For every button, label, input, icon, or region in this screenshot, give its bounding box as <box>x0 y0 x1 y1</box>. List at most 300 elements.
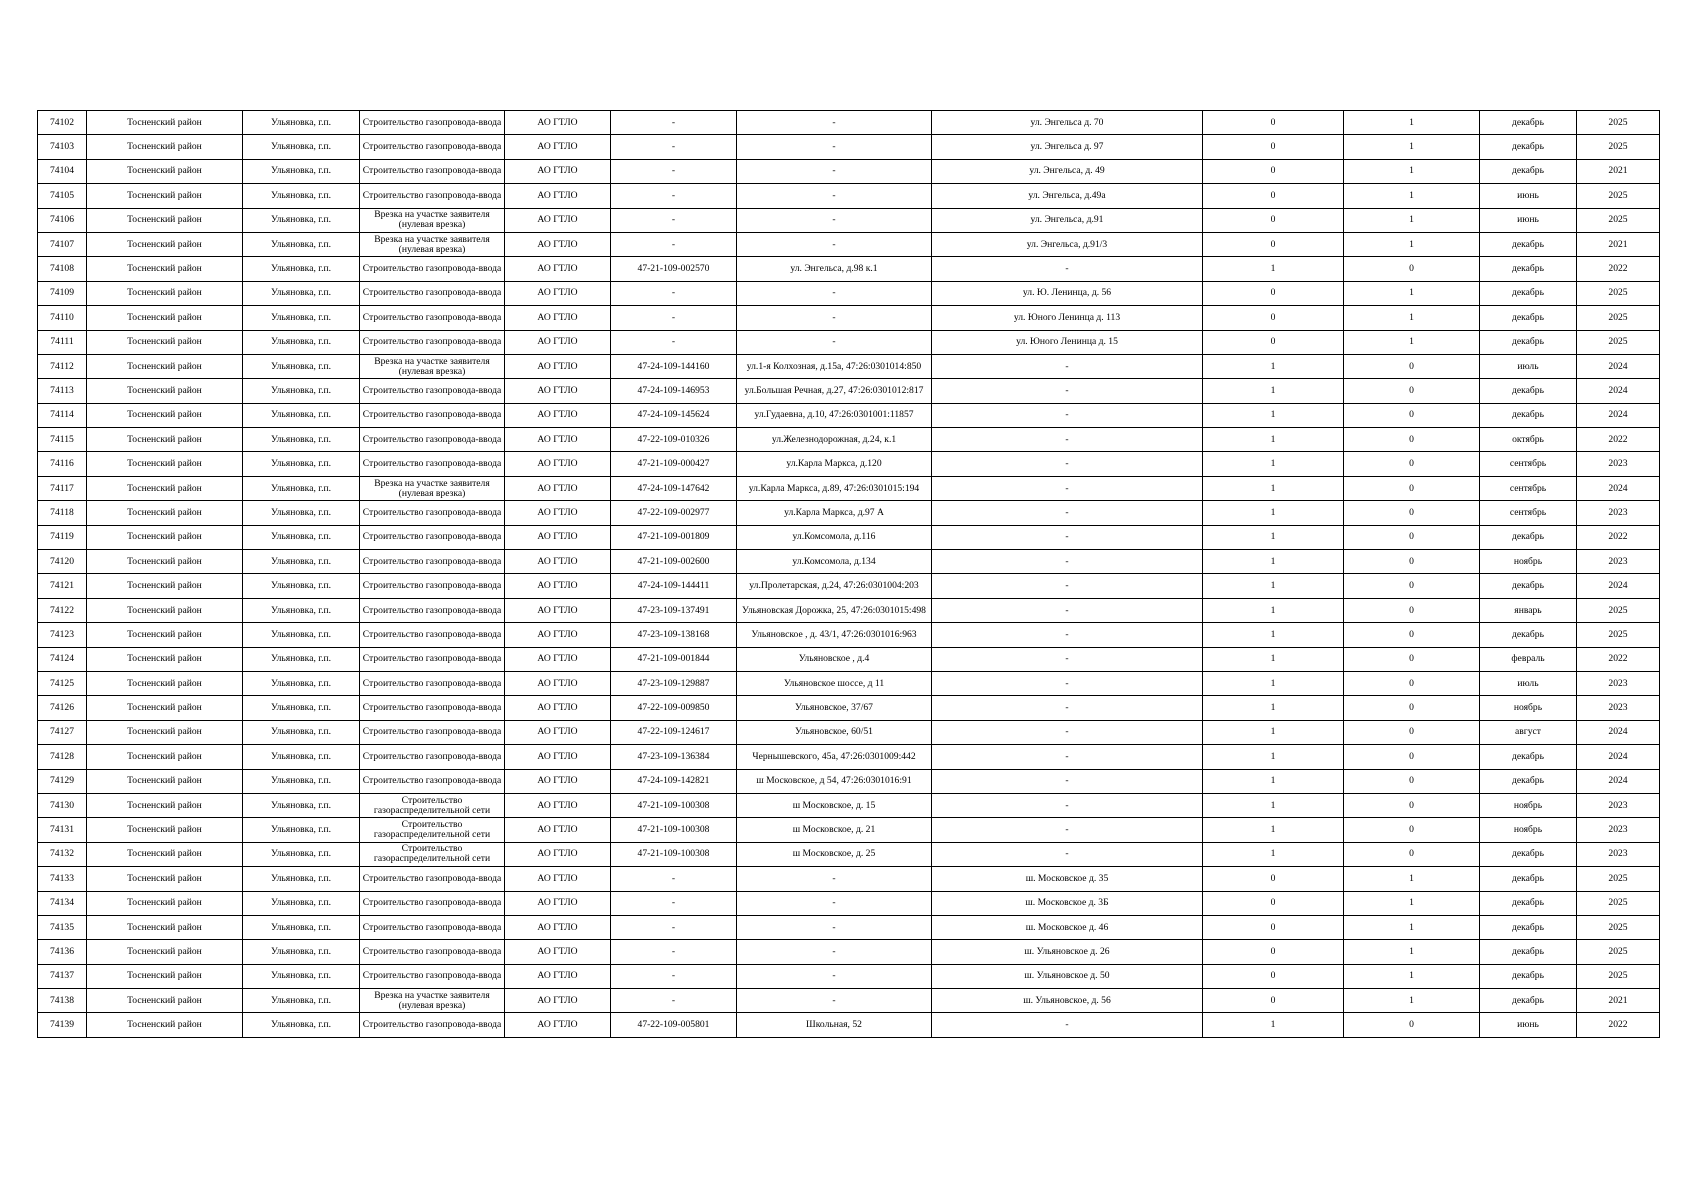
district-cell: Тосненский район <box>87 720 243 744</box>
flag-a-cell: 1 <box>1203 525 1344 549</box>
settlement-cell: Ульяновка, г.п. <box>243 232 360 256</box>
address-applicant-cell: ул. Энгельса д. 97 <box>932 135 1203 159</box>
flag-a-cell: 1 <box>1203 1013 1344 1037</box>
address-connection-cell: Ульяновское, 60/51 <box>737 720 932 744</box>
month-cell: сентябрь <box>1480 501 1577 525</box>
record-id-cell: 74126 <box>38 696 87 720</box>
settlement-cell: Ульяновка, г.п. <box>243 574 360 598</box>
record-id-cell: 74119 <box>38 525 87 549</box>
year-cell: 2025 <box>1577 623 1660 647</box>
address-applicant-cell: - <box>932 501 1203 525</box>
organization-cell: АО ГТЛО <box>505 379 611 403</box>
record-id-cell: 74106 <box>38 208 87 232</box>
organization-cell: АО ГТЛО <box>505 842 611 866</box>
address-applicant-cell: ш. Московское д. 35 <box>932 867 1203 891</box>
record-id-cell: 74108 <box>38 257 87 281</box>
address-applicant-cell: - <box>932 769 1203 793</box>
address-connection-cell: ул.1-я Колхозная, д.15а, 47:26:0301014:850 <box>737 354 932 378</box>
tu-number-cell: 47-23-109-136384 <box>611 745 737 769</box>
tu-number-cell: 47-24-109-145624 <box>611 403 737 427</box>
address-connection-cell: ул.Комсомола, д.134 <box>737 550 932 574</box>
organization-cell: АО ГТЛО <box>505 501 611 525</box>
month-cell: декабрь <box>1480 769 1577 793</box>
organization-cell: АО ГТЛО <box>505 915 611 939</box>
work-type-cell: Строительство газопровода-ввода <box>360 184 505 208</box>
settlement-cell: Ульяновка, г.п. <box>243 257 360 281</box>
district-cell: Тосненский район <box>87 915 243 939</box>
record-id-cell: 74133 <box>38 867 87 891</box>
organization-cell: АО ГТЛО <box>505 891 611 915</box>
year-cell: 2025 <box>1577 598 1660 622</box>
organization-cell: АО ГТЛО <box>505 623 611 647</box>
organization-cell: АО ГТЛО <box>505 598 611 622</box>
work-type-cell: Строительство газопровода-ввода <box>360 452 505 476</box>
address-connection-cell: ул.Пролетарская, д.24, 47:26:0301004:203 <box>737 574 932 598</box>
flag-a-cell: 0 <box>1203 184 1344 208</box>
district-cell: Тосненский район <box>87 574 243 598</box>
month-cell: декабрь <box>1480 867 1577 891</box>
flag-b-cell: 0 <box>1344 598 1480 622</box>
table-row <box>38 671 1660 695</box>
month-cell: июнь <box>1480 208 1577 232</box>
record-id-cell: 74114 <box>38 403 87 427</box>
year-cell: 2023 <box>1577 842 1660 866</box>
address-applicant-cell: ул. Энгельса, д.91 <box>932 208 1203 232</box>
flag-b-cell: 0 <box>1344 793 1480 817</box>
table-row <box>38 281 1660 305</box>
record-id-cell: 74125 <box>38 671 87 695</box>
table-row <box>38 720 1660 744</box>
table-row <box>38 647 1660 671</box>
flag-a-cell: 0 <box>1203 208 1344 232</box>
flag-b-cell: 0 <box>1344 574 1480 598</box>
district-cell: Тосненский район <box>87 818 243 842</box>
table-row <box>38 867 1660 891</box>
district-cell: Тосненский район <box>87 598 243 622</box>
organization-cell: АО ГТЛО <box>505 159 611 183</box>
flag-b-cell: 1 <box>1344 135 1480 159</box>
flag-b-cell: 1 <box>1344 111 1480 135</box>
district-cell: Тосненский район <box>87 281 243 305</box>
flag-b-cell: 1 <box>1344 989 1480 1013</box>
flag-a-cell: 0 <box>1203 915 1344 939</box>
work-type-cell: Строительство газопровода-ввода <box>360 720 505 744</box>
flag-b-cell: 0 <box>1344 257 1480 281</box>
district-cell: Тосненский район <box>87 940 243 964</box>
work-type-cell: Строительство газопровода-ввода <box>360 306 505 330</box>
work-type-cell: Строительство газопровода-ввода <box>360 428 505 452</box>
flag-a-cell: 1 <box>1203 403 1344 427</box>
tu-number-cell: - <box>611 159 737 183</box>
month-cell: декабрь <box>1480 623 1577 647</box>
flag-a-cell: 1 <box>1203 476 1344 500</box>
organization-cell: АО ГТЛО <box>505 647 611 671</box>
record-id-cell: 74123 <box>38 623 87 647</box>
settlement-cell: Ульяновка, г.п. <box>243 720 360 744</box>
district-cell: Тосненский район <box>87 623 243 647</box>
settlement-cell: Ульяновка, г.п. <box>243 769 360 793</box>
tu-number-cell: - <box>611 915 737 939</box>
record-id-cell: 74131 <box>38 818 87 842</box>
table-row <box>38 501 1660 525</box>
organization-cell: АО ГТЛО <box>505 574 611 598</box>
table-row <box>38 257 1660 281</box>
flag-b-cell: 0 <box>1344 550 1480 574</box>
district-cell: Тосненский район <box>87 403 243 427</box>
organization-cell: АО ГТЛО <box>505 989 611 1013</box>
work-type-cell: Строительство газораспределительной сети <box>360 842 505 866</box>
flag-a-cell: 0 <box>1203 964 1344 988</box>
record-id-cell: 74122 <box>38 598 87 622</box>
flag-a-cell: 0 <box>1203 330 1344 354</box>
district-cell: Тосненский район <box>87 647 243 671</box>
work-type-cell: Строительство газопровода-ввода <box>360 769 505 793</box>
table-row <box>38 842 1660 866</box>
work-type-cell: Строительство газопровода-ввода <box>360 281 505 305</box>
district-cell: Тосненский район <box>87 208 243 232</box>
settlement-cell: Ульяновка, г.п. <box>243 940 360 964</box>
organization-cell: АО ГТЛО <box>505 671 611 695</box>
flag-a-cell: 1 <box>1203 428 1344 452</box>
flag-a-cell: 0 <box>1203 891 1344 915</box>
table-row <box>38 940 1660 964</box>
tu-number-cell: - <box>611 184 737 208</box>
year-cell: 2025 <box>1577 915 1660 939</box>
tu-number-cell: 47-21-109-100308 <box>611 842 737 866</box>
table-row <box>38 598 1660 622</box>
table-row <box>38 428 1660 452</box>
table-row <box>38 306 1660 330</box>
district-cell: Тосненский район <box>87 159 243 183</box>
address-connection-cell: Ульяновская Дорожка, 25, 47:26:0301015:498 <box>737 598 932 622</box>
work-type-cell: Строительство газопровода-ввода <box>360 330 505 354</box>
year-cell: 2025 <box>1577 867 1660 891</box>
address-connection-cell: ул.Карла Маркса, д.89, 47:26:0301015:194 <box>737 476 932 500</box>
work-type-cell: Строительство газопровода-ввода <box>360 915 505 939</box>
flag-a-cell: 1 <box>1203 501 1344 525</box>
record-id-cell: 74111 <box>38 330 87 354</box>
table-row <box>38 964 1660 988</box>
district-cell: Тосненский район <box>87 867 243 891</box>
address-applicant-cell: ул. Ю. Ленинца, д. 56 <box>932 281 1203 305</box>
settlement-cell: Ульяновка, г.п. <box>243 671 360 695</box>
work-type-cell: Врезка на участке заявителя (нулевая врезка) <box>360 208 505 232</box>
tu-number-cell: 47-24-109-146953 <box>611 379 737 403</box>
organization-cell: АО ГТЛО <box>505 452 611 476</box>
district-cell: Тосненский район <box>87 989 243 1013</box>
month-cell: февраль <box>1480 647 1577 671</box>
month-cell: декабрь <box>1480 745 1577 769</box>
address-applicant-cell: ш. Московское д. 3Б <box>932 891 1203 915</box>
flag-a-cell: 0 <box>1203 159 1344 183</box>
month-cell: ноябрь <box>1480 696 1577 720</box>
settlement-cell: Ульяновка, г.п. <box>243 623 360 647</box>
flag-a-cell: 1 <box>1203 793 1344 817</box>
flag-a-cell: 1 <box>1203 818 1344 842</box>
organization-cell: АО ГТЛО <box>505 257 611 281</box>
record-id-cell: 74107 <box>38 232 87 256</box>
organization-cell: АО ГТЛО <box>505 428 611 452</box>
table-row <box>38 793 1660 817</box>
settlement-cell: Ульяновка, г.п. <box>243 989 360 1013</box>
organization-cell: АО ГТЛО <box>505 184 611 208</box>
flag-b-cell: 0 <box>1344 525 1480 549</box>
address-applicant-cell: ул. Энгельса, д. 49 <box>932 159 1203 183</box>
record-id-cell: 74127 <box>38 720 87 744</box>
record-id-cell: 74118 <box>38 501 87 525</box>
tu-number-cell: - <box>611 964 737 988</box>
address-connection-cell: Ульяновское шоссе, д 11 <box>737 671 932 695</box>
organization-cell: АО ГТЛО <box>505 769 611 793</box>
district-cell: Тосненский район <box>87 842 243 866</box>
year-cell: 2022 <box>1577 428 1660 452</box>
settlement-cell: Ульяновка, г.п. <box>243 696 360 720</box>
year-cell: 2021 <box>1577 989 1660 1013</box>
work-type-cell: Строительство газопровода-ввода <box>360 501 505 525</box>
flag-b-cell: 1 <box>1344 891 1480 915</box>
month-cell: декабрь <box>1480 940 1577 964</box>
address-connection-cell: ул.Большая Речная, д.27, 47:26:0301012:817 <box>737 379 932 403</box>
year-cell: 2021 <box>1577 159 1660 183</box>
address-applicant-cell: - <box>932 550 1203 574</box>
record-id-cell: 74109 <box>38 281 87 305</box>
flag-a-cell: 0 <box>1203 232 1344 256</box>
organization-cell: АО ГТЛО <box>505 281 611 305</box>
district-cell: Тосненский район <box>87 257 243 281</box>
work-type-cell: Врезка на участке заявителя (нулевая врезка) <box>360 476 505 500</box>
address-applicant-cell: - <box>932 793 1203 817</box>
table-row <box>38 476 1660 500</box>
flag-b-cell: 0 <box>1344 403 1480 427</box>
year-cell: 2024 <box>1577 379 1660 403</box>
address-applicant-cell: ш. Ульяновское д. 26 <box>932 940 1203 964</box>
year-cell: 2023 <box>1577 671 1660 695</box>
table-body <box>38 111 1660 1038</box>
tu-number-cell: 47-21-109-100308 <box>611 818 737 842</box>
table-row <box>38 818 1660 842</box>
district-cell: Тосненский район <box>87 769 243 793</box>
flag-a-cell: 1 <box>1203 379 1344 403</box>
flag-b-cell: 1 <box>1344 232 1480 256</box>
organization-cell: АО ГТЛО <box>505 745 611 769</box>
district-cell: Тосненский район <box>87 793 243 817</box>
district-cell: Тосненский район <box>87 379 243 403</box>
organization-cell: АО ГТЛО <box>505 476 611 500</box>
settlement-cell: Ульяновка, г.п. <box>243 915 360 939</box>
record-id-cell: 74135 <box>38 915 87 939</box>
table-row <box>38 915 1660 939</box>
month-cell: сентябрь <box>1480 452 1577 476</box>
work-type-cell: Строительство газопровода-ввода <box>360 891 505 915</box>
address-connection-cell: - <box>737 867 932 891</box>
settlement-cell: Ульяновка, г.п. <box>243 793 360 817</box>
address-applicant-cell: - <box>932 403 1203 427</box>
district-cell: Тосненский район <box>87 232 243 256</box>
record-id-cell: 74104 <box>38 159 87 183</box>
tu-number-cell: 47-21-109-000427 <box>611 452 737 476</box>
address-connection-cell: ул. Энгельса, д.98 к.1 <box>737 257 932 281</box>
work-type-cell: Строительство газопровода-ввода <box>360 867 505 891</box>
year-cell: 2024 <box>1577 476 1660 500</box>
address-connection-cell: ул.Карла Маркса, д.120 <box>737 452 932 476</box>
address-applicant-cell: ул. Энгельса д. 70 <box>932 111 1203 135</box>
tu-number-cell: 47-23-109-137491 <box>611 598 737 622</box>
year-cell: 2023 <box>1577 452 1660 476</box>
month-cell: декабрь <box>1480 159 1577 183</box>
work-type-cell: Строительство газораспределительной сети <box>360 818 505 842</box>
flag-a-cell: 0 <box>1203 111 1344 135</box>
record-id-cell: 74132 <box>38 842 87 866</box>
flag-b-cell: 0 <box>1344 501 1480 525</box>
year-cell: 2024 <box>1577 403 1660 427</box>
year-cell: 2022 <box>1577 1013 1660 1037</box>
settlement-cell: Ульяновка, г.п. <box>243 964 360 988</box>
tu-number-cell: - <box>611 232 737 256</box>
address-applicant-cell: - <box>932 379 1203 403</box>
year-cell: 2024 <box>1577 574 1660 598</box>
flag-a-cell: 1 <box>1203 647 1344 671</box>
address-connection-cell: Ульяновское , д.4 <box>737 647 932 671</box>
settlement-cell: Ульяновка, г.п. <box>243 501 360 525</box>
address-applicant-cell: ш. Московское д. 46 <box>932 915 1203 939</box>
year-cell: 2023 <box>1577 501 1660 525</box>
year-cell: 2025 <box>1577 964 1660 988</box>
table-row <box>38 745 1660 769</box>
settlement-cell: Ульяновка, г.п. <box>243 111 360 135</box>
tu-number-cell: 47-21-109-001809 <box>611 525 737 549</box>
tu-number-cell: - <box>611 989 737 1013</box>
table-row <box>38 135 1660 159</box>
district-cell: Тосненский район <box>87 1013 243 1037</box>
work-type-cell: Строительство газопровода-ввода <box>360 940 505 964</box>
address-applicant-cell: - <box>932 525 1203 549</box>
settlement-cell: Ульяновка, г.п. <box>243 428 360 452</box>
work-type-cell: Строительство газопровода-ввода <box>360 1013 505 1037</box>
tu-number-cell: 47-23-109-129887 <box>611 671 737 695</box>
tu-number-cell: 47-24-109-144411 <box>611 574 737 598</box>
flag-a-cell: 0 <box>1203 940 1344 964</box>
year-cell: 2025 <box>1577 208 1660 232</box>
settlement-cell: Ульяновка, г.п. <box>243 1013 360 1037</box>
table-row <box>38 623 1660 647</box>
organization-cell: АО ГТЛО <box>505 1013 611 1037</box>
year-cell: 2025 <box>1577 940 1660 964</box>
tu-number-cell: 47-24-109-147642 <box>611 476 737 500</box>
address-applicant-cell: - <box>932 476 1203 500</box>
organization-cell: АО ГТЛО <box>505 403 611 427</box>
record-id-cell: 74110 <box>38 306 87 330</box>
flag-b-cell: 1 <box>1344 964 1480 988</box>
flag-a-cell: 1 <box>1203 257 1344 281</box>
tu-number-cell: - <box>611 867 737 891</box>
flag-a-cell: 0 <box>1203 989 1344 1013</box>
settlement-cell: Ульяновка, г.п. <box>243 476 360 500</box>
tu-number-cell: - <box>611 135 737 159</box>
record-id-cell: 74136 <box>38 940 87 964</box>
month-cell: июнь <box>1480 1013 1577 1037</box>
settlement-cell: Ульяновка, г.п. <box>243 647 360 671</box>
organization-cell: АО ГТЛО <box>505 354 611 378</box>
flag-b-cell: 0 <box>1344 720 1480 744</box>
district-cell: Тосненский район <box>87 525 243 549</box>
address-connection-cell: - <box>737 184 932 208</box>
flag-a-cell: 1 <box>1203 696 1344 720</box>
address-applicant-cell: ш. Ульяновское, д. 56 <box>932 989 1203 1013</box>
address-applicant-cell: - <box>932 574 1203 598</box>
month-cell: октябрь <box>1480 428 1577 452</box>
flag-b-cell: 0 <box>1344 354 1480 378</box>
district-cell: Тосненский район <box>87 306 243 330</box>
settlement-cell: Ульяновка, г.п. <box>243 306 360 330</box>
flag-b-cell: 0 <box>1344 842 1480 866</box>
record-id-cell: 74113 <box>38 379 87 403</box>
table-row <box>38 159 1660 183</box>
tu-number-cell: 47-22-109-010326 <box>611 428 737 452</box>
flag-b-cell: 0 <box>1344 696 1480 720</box>
address-connection-cell: Чернышевского, 45а, 47:26:0301009:442 <box>737 745 932 769</box>
flag-b-cell: 0 <box>1344 769 1480 793</box>
flag-a-cell: 1 <box>1203 550 1344 574</box>
address-connection-cell: - <box>737 281 932 305</box>
year-cell: 2025 <box>1577 891 1660 915</box>
work-type-cell: Строительство газопровода-ввода <box>360 257 505 281</box>
address-connection-cell: ш Московское, д 54, 47:26:0301016:91 <box>737 769 932 793</box>
address-applicant-cell: - <box>932 745 1203 769</box>
table-row <box>38 550 1660 574</box>
flag-a-cell: 1 <box>1203 769 1344 793</box>
work-type-cell: Строительство газопровода-ввода <box>360 623 505 647</box>
record-id-cell: 74116 <box>38 452 87 476</box>
month-cell: декабрь <box>1480 915 1577 939</box>
tu-number-cell: 47-23-109-138168 <box>611 623 737 647</box>
flag-a-cell: 1 <box>1203 623 1344 647</box>
month-cell: июль <box>1480 354 1577 378</box>
month-cell: декабрь <box>1480 574 1577 598</box>
organization-cell: АО ГТЛО <box>505 208 611 232</box>
settlement-cell: Ульяновка, г.п. <box>243 891 360 915</box>
settlement-cell: Ульяновка, г.п. <box>243 379 360 403</box>
month-cell: декабрь <box>1480 891 1577 915</box>
year-cell: 2025 <box>1577 306 1660 330</box>
address-applicant-cell: - <box>932 842 1203 866</box>
table-row <box>38 696 1660 720</box>
settlement-cell: Ульяновка, г.п. <box>243 842 360 866</box>
settlement-cell: Ульяновка, г.п. <box>243 135 360 159</box>
settlement-cell: Ульяновка, г.п. <box>243 550 360 574</box>
record-id-cell: 74121 <box>38 574 87 598</box>
address-connection-cell: - <box>737 159 932 183</box>
tu-number-cell: 47-24-109-144160 <box>611 354 737 378</box>
address-connection-cell: Школьная, 52 <box>737 1013 932 1037</box>
tu-number-cell: 47-22-109-002977 <box>611 501 737 525</box>
address-connection-cell: ш Московское, д. 15 <box>737 793 932 817</box>
district-cell: Тосненский район <box>87 550 243 574</box>
organization-cell: АО ГТЛО <box>505 232 611 256</box>
table-row <box>38 989 1660 1013</box>
organization-cell: АО ГТЛО <box>505 720 611 744</box>
tu-number-cell: 47-22-109-009850 <box>611 696 737 720</box>
flag-b-cell: 1 <box>1344 940 1480 964</box>
settlement-cell: Ульяновка, г.п. <box>243 818 360 842</box>
year-cell: 2024 <box>1577 745 1660 769</box>
record-id-cell: 74115 <box>38 428 87 452</box>
organization-cell: АО ГТЛО <box>505 525 611 549</box>
year-cell: 2023 <box>1577 550 1660 574</box>
year-cell: 2024 <box>1577 720 1660 744</box>
flag-b-cell: 1 <box>1344 281 1480 305</box>
work-type-cell: Строительство газопровода-ввода <box>360 671 505 695</box>
address-connection-cell: ул.Комсомола, д.116 <box>737 525 932 549</box>
